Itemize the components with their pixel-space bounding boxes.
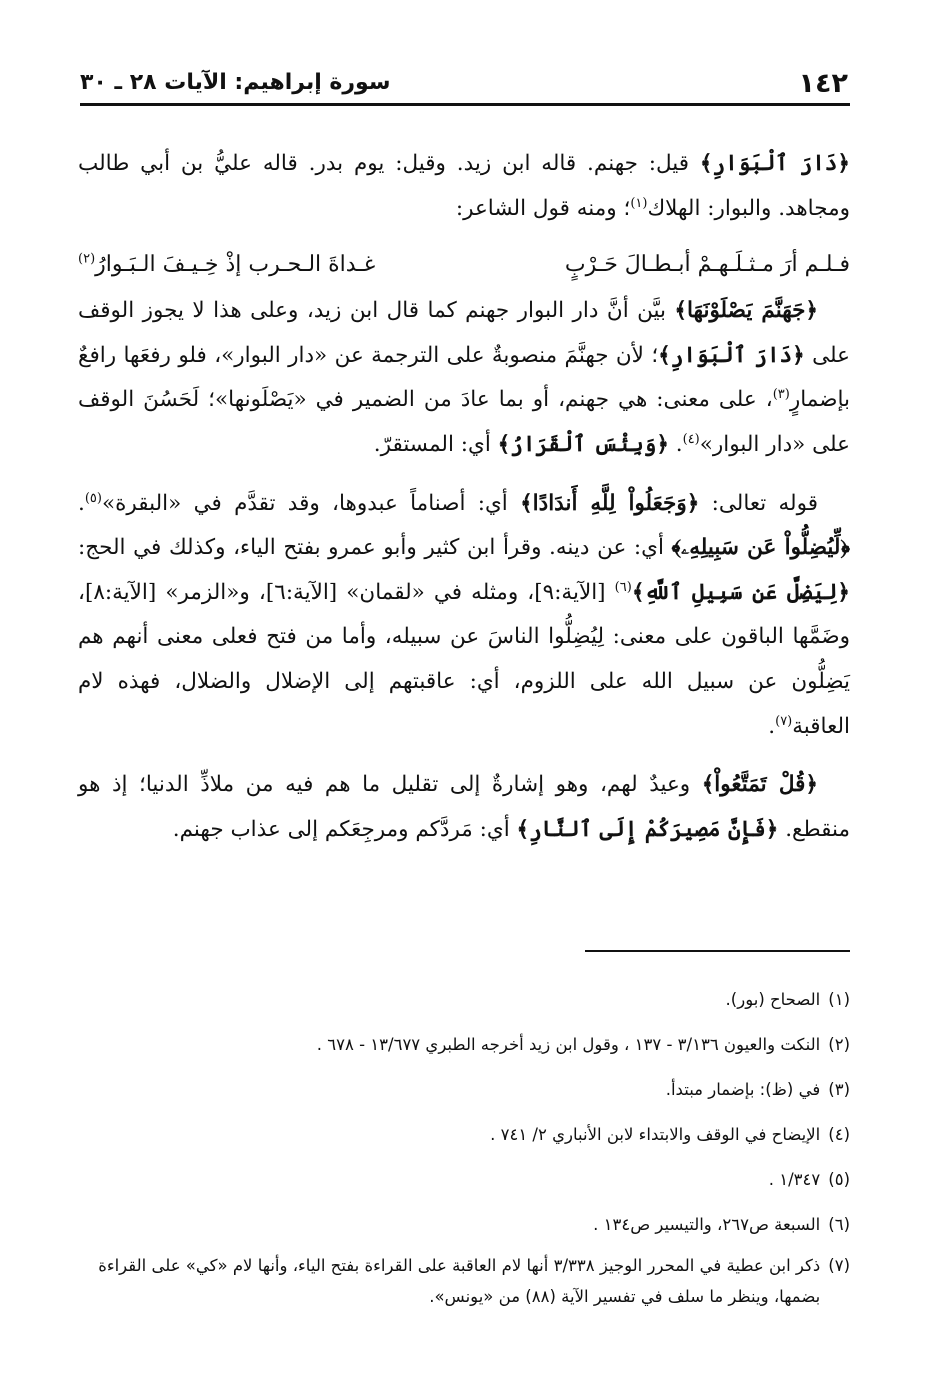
footnote-number: (١) (828, 990, 850, 1009)
footnote-number: (٣) (828, 1080, 850, 1099)
page-header (80, 66, 850, 106)
quran-quote: ﴿دَارَ ٱلْبَوَارِ﴾ (658, 342, 805, 368)
verse-second-hemistich (78, 252, 375, 277)
paragraph-text: أي: عن دينه. وقرأ ابن كثير وأبو عمرو بفتح الياء، وكذلك في الحج: (78, 535, 672, 561)
surah-title: سورة إبراهيم: الآيات ٢٨ ـ ٣٠ (80, 70, 391, 95)
main-text (78, 142, 850, 852)
footnote-ref: (١) (630, 195, 648, 211)
footnote-divider (585, 950, 850, 952)
quran-quote: ﴿لِيَضِلَّ عَن سَبِيلِ ٱللَّهِ﴾ (631, 579, 851, 605)
footnote (80, 985, 850, 1015)
paragraph-dar-al-bawar (78, 142, 850, 231)
footnote (80, 1165, 850, 1195)
footnote-number: (٦) (828, 1215, 850, 1234)
footnote-text: الصحاح (بور). (725, 990, 821, 1009)
paragraph-text: أي: أصناماً عبدوها، وقد تقدَّم في «البقرة» (101, 490, 521, 516)
paragraph-text: بيَّن أنَّ دار البوار جهنم كما قال ابن زيد، وعلى هذا لا يجوز الوقف على (78, 298, 851, 368)
quran-quote: ﴿وَجَعَلُواْ لِلَّهِ أَندَادًا﴾ (520, 490, 700, 516)
footnote-number: (٥) (828, 1170, 850, 1189)
footnote-text: السبعة ص٢٦٧، والتيسير ص١٣٤ . (593, 1215, 821, 1234)
paragraph-text: ، على معنى: هي جهنم، أو بما عادَ من الضمير في «يَصْلَونها»؛ لَحَسُنَ الوقف على «دار البوار» (78, 387, 850, 457)
quran-quote: ﴿جَهَنَّمَ يَصْلَوْنَهَا﴾ (674, 298, 818, 324)
paragraph-text: أي: مَردَّكم ومرجِعَكم إلى عذاب جهنم. (172, 816, 517, 842)
paragraph-jahannam (78, 289, 850, 467)
paragraph-text: قيل: جهنم. قاله ابن زيد. وقيل: يوم بدر. قاله عليُّ بن أبي طالب ومجاهد. والبوار: الهلاك (78, 151, 850, 221)
paragraph-text: . (668, 431, 683, 457)
header-divider (80, 103, 850, 106)
footnote-number: (٤) (828, 1125, 850, 1144)
paragraph-text: [الآية:٩]، ومثله في «لقمان» [الآية:٦]، و«الزمر» [الآية:٨]، وضَمَّها الباقون على معنى: لِيُضِلُّوا الناسَ عن سبيله، وأما من فتح فعلى معنى أنهم هم يَضِلُّون عن سبيل الله على اللزوم، أي: عاقبتهم إلى الإضلال والضلال، فهذه لام العاقبة (78, 579, 850, 739)
footnote-text: الإيضاح في الوقف والابتداء لابن الأنباري ٢/ ٧٤١ . (490, 1125, 821, 1144)
footnote-text: النكت والعيون ٣/١٣٦ - ١٣٧ ، وقول ابن زيد أخرجه الطبري ١٣/٦٧٧ - ٦٧٨ . (316, 1035, 821, 1054)
quran-quote: ﴿لِّيُضِلُّواْ عَن سَبِيلِهِۦ﴾ (671, 535, 850, 561)
footnote-text: ذكر ابن عطية في المحرر الوجيز ٣/٣٣٨ أنها لام العاقبة على القراءة بفتح الياء، وأنها لام «كي» على القراءة بضمها، وينظر ما سلف في تفسير الآية (٨٨) من «يونس». (98, 1256, 821, 1306)
paragraph-text: قوله تعالى: (699, 490, 818, 516)
paragraph-text: ؛ ومنه قول الشاعر: (455, 195, 631, 221)
paragraph-tamattau (78, 763, 850, 852)
footnotes (80, 985, 850, 1327)
paragraph-text: . (768, 713, 776, 739)
quran-quote: ﴿قُلْ تَمَتَّعُواْ﴾ (701, 772, 818, 798)
paragraph-text: أي: المستقرّ. (373, 431, 498, 457)
footnote-ref: (٢) (78, 251, 96, 267)
paragraph-andad (78, 482, 850, 750)
footnote-ref: (٣) (772, 387, 790, 403)
footnote (80, 1075, 850, 1105)
footnote-ref: (٥) (84, 490, 102, 506)
footnote (80, 1030, 850, 1060)
footnote (80, 1210, 850, 1240)
footnote-text: ١/٣٤٧ . (768, 1170, 821, 1189)
verse-second-hemistich-text: غـداةَ الـحـرب إذْ خِـيـفَ الـبَـوارُ (95, 252, 376, 277)
paragraph-text: ؛ لأن جهنَّمَ منصوبةٌ على الترجمة عن «دار البوار»، فلو رفعَها رافعٌ بإضمارٍ (78, 342, 850, 413)
footnote-ref: (٦) (614, 579, 632, 595)
quran-quote: ﴿دَارَ ٱلْبَوَارِ﴾ (699, 151, 850, 176)
footnote-number: (٢) (828, 1035, 850, 1054)
page-number: ١٤٢ (798, 68, 848, 99)
footnote-text: في (ظ): بإضمار مبتدأ. (665, 1080, 821, 1099)
verse-first-hemistich: فـلـم أرَ مـثـلَـهـمْ أبـطـالَ حَـرْبٍ (564, 252, 850, 277)
quran-quote: ﴿فَإِنَّ مَصِيرَكُمْ إِلَى ٱلنَّارِ﴾ (516, 816, 779, 842)
quran-quote: ﴿وَبِئْسَ ٱلْقَرَارُ﴾ (497, 431, 669, 457)
poetry-verse (78, 252, 850, 292)
footnote-number: (٧) (828, 1256, 850, 1275)
paragraph-text: . (78, 490, 85, 516)
footnote-ref: (٤) (682, 431, 700, 447)
paragraph-text: وعيدٌ لهم، وهو إشارةٌ إلى تقليل ما هم فيه من ملاذِّ الدنيا؛ إذ هو منقطع. (78, 772, 850, 842)
footnote (80, 1120, 850, 1150)
footnote-ref: (٧) (775, 713, 793, 729)
footnote (80, 1250, 850, 1312)
